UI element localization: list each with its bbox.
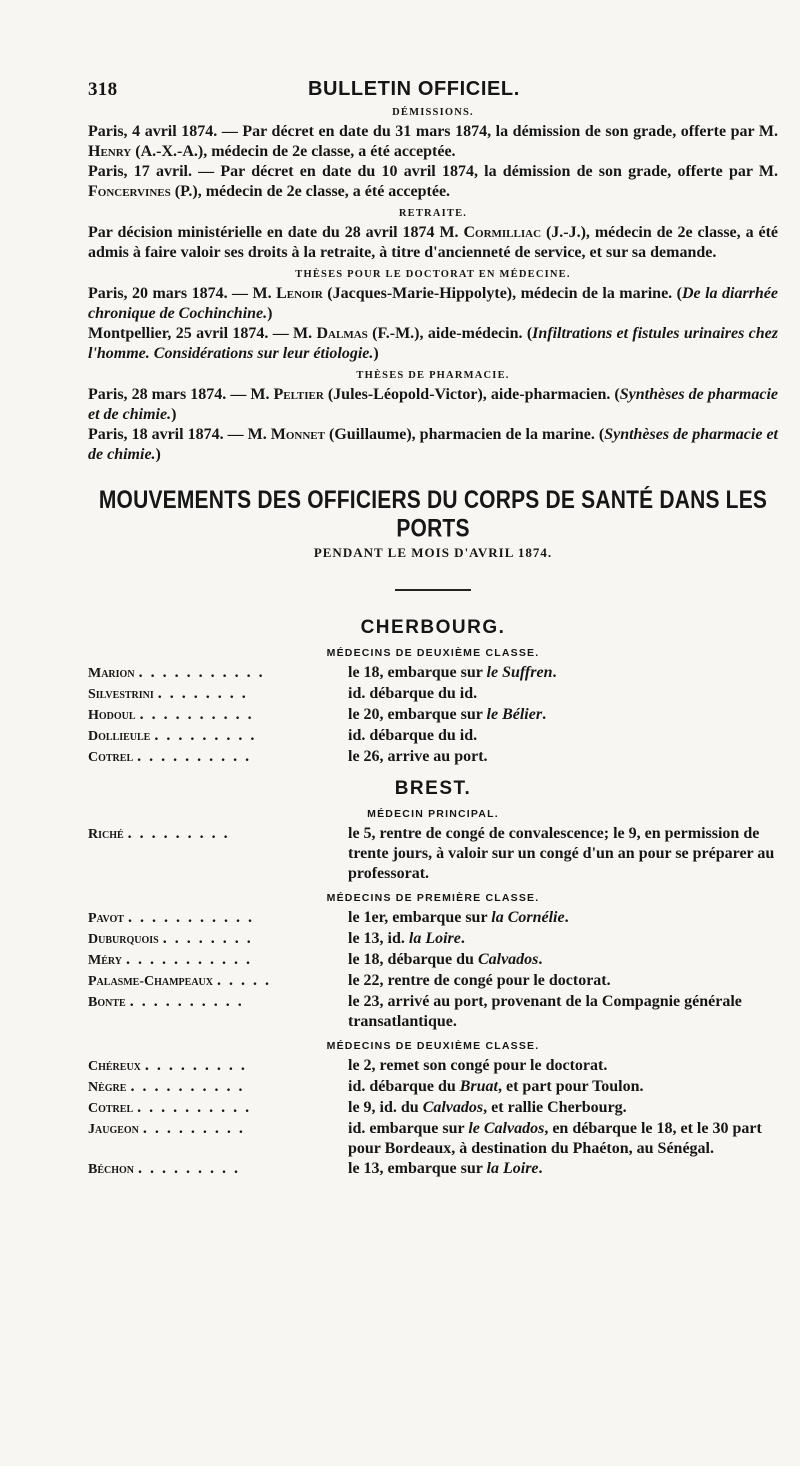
movement-description: le 1er, embarque sur la Cornélie.	[348, 909, 569, 926]
officer-name: Silvestrini	[88, 687, 154, 702]
thesis-title: Infiltrations et fistules urinaires chez l'homme. Considérations sur leur étiologie.	[88, 325, 778, 362]
movement-row	[88, 908, 778, 929]
officer-name-cell	[88, 747, 348, 768]
leader-dots: . . . . . . . . .	[142, 1120, 245, 1137]
ship-name: Calvados	[477, 951, 539, 968]
officer-name-cell	[88, 992, 348, 1032]
movement-row	[88, 684, 778, 705]
brest-second-class-list	[88, 1056, 778, 1180]
officer-name-cell	[88, 1098, 348, 1119]
movement-row	[88, 992, 778, 1032]
officer-name-cell	[88, 1159, 348, 1180]
movement-row	[88, 1098, 778, 1119]
officer-name: Pavot	[88, 911, 124, 926]
officer-name-cell	[88, 929, 348, 950]
leader-dots: . . . . . . . . . .	[137, 748, 252, 765]
officer-name-cell	[88, 726, 348, 747]
mouvements-period: PENDANT LE MOIS D'AVRIL 1874.	[313, 545, 553, 560]
ship-name: la Cornélie	[491, 909, 565, 926]
officer-name: Monnet	[270, 426, 325, 443]
running-header	[88, 78, 778, 101]
leader-dots: . . . . . . . . .	[127, 825, 230, 842]
officer-name-cell	[88, 950, 348, 971]
thesis-title: De la diarrhée chronique de Cochinchine.	[88, 285, 778, 322]
ship-name: la Loire	[486, 1160, 539, 1177]
ship-name: la Loire	[408, 930, 461, 947]
section-heading-theses-medecine: THÈSES POUR LE DOCTORAT EN MÉDECINE.	[295, 269, 571, 280]
section-heading-retraite: RETRAITE.	[398, 208, 468, 219]
brest-first-class-list	[88, 908, 778, 1032]
these-entry: Montpellier, 25 avril 1874. — M. Dalmas (F.-M.), aide-médecin. (Infiltrations et fistules urinaires chez l'homme. Considérations sur leur étiologie.)	[88, 325, 778, 362]
movement-row	[88, 747, 778, 768]
class-heading: MÉDECINS DE DEUXIÈME CLASSE.	[326, 647, 540, 659]
ship-name: le Suffren	[486, 664, 553, 681]
officer-name: Méry	[88, 953, 122, 968]
leader-dots: . . . . . . . . . .	[139, 706, 254, 723]
movement-description: id. débarque du id.	[348, 727, 478, 744]
movement-row	[88, 663, 778, 684]
leader-dots: . . . . . . . . . .	[137, 1099, 252, 1116]
officer-name: Chéreux	[88, 1059, 141, 1074]
movement-row	[88, 705, 778, 726]
class-heading: MÉDECINS DE PREMIÈRE CLASSE.	[326, 892, 540, 904]
demission-entry: Paris, 4 avril 1874. — Par décret en date du 31 mars 1874, la démission de son grade, offerte par M. Henry (A.-X.-A.), médecin de 2e classe, a été acceptée.	[88, 123, 778, 160]
movement-description: le 2, remet son congé pour le doctorat.	[348, 1057, 608, 1074]
officer-name: Cotrel	[88, 750, 134, 765]
leader-dots: . . . . . . . . . .	[130, 1078, 245, 1095]
leader-dots: . . . . . . . . .	[138, 1160, 241, 1177]
city-heading-brest: BREST.	[394, 778, 472, 799]
ship-name: le Calvados	[468, 1120, 545, 1137]
thesis-title: Synthèses de pharmacie et de chimie.	[88, 426, 779, 463]
officer-name: Marion	[88, 666, 135, 681]
leader-dots: . . . . . . . . . . .	[127, 909, 254, 926]
officer-name: Peltier	[273, 386, 324, 403]
officer-name: Foncervines	[88, 183, 171, 200]
movement-row	[88, 1159, 778, 1180]
brest-principal-list	[88, 824, 778, 884]
class-heading: MÉDECIN PRINCIPAL.	[367, 808, 499, 820]
movement-description: le 18, débarque du Calvados.	[348, 951, 543, 968]
movement-row	[88, 726, 778, 747]
cherbourg-list	[88, 663, 778, 768]
officer-name-cell	[88, 971, 348, 992]
officer-name: Hodoul	[88, 708, 136, 723]
section-heading-theses-pharmacie: THÈSES DE PHARMACIE.	[356, 370, 510, 381]
officer-name-cell	[88, 1056, 348, 1077]
movement-description: le 13, id. la Loire.	[348, 930, 465, 947]
movement-description: id. embarque sur le Calvados, en débarque le 18, et le 30 part pour Bordeaux, à destination du Phaéton, au Sénégal.	[348, 1120, 762, 1157]
movement-description: le 5, rentre de congé de convalescence; le 9, en permission de trente jours, à valoir sur un congé d'un an pour se préparer au professorat.	[348, 825, 775, 882]
thesis-title: Synthèses de pharmacie et de chimie.	[88, 386, 779, 423]
journal-title: BULLETIN OFFICIEL.	[308, 78, 520, 100]
movement-row	[88, 1056, 778, 1077]
ship-name: le Bélier	[486, 706, 543, 723]
page-number: 318	[88, 79, 118, 100]
officer-name-cell	[88, 663, 348, 684]
officer-name: Duburquois	[88, 932, 159, 947]
leader-dots: . . . . . . . . . . .	[138, 664, 265, 681]
movement-description: le 20, embarque sur le Bélier.	[348, 706, 547, 723]
officer-name: Dollieule	[88, 729, 151, 744]
officer-name: Béchon	[88, 1162, 135, 1177]
movement-row	[88, 971, 778, 992]
officer-name-cell	[88, 705, 348, 726]
leader-dots: . . . . . . . . . . .	[125, 951, 252, 968]
officer-name: Dalmas	[316, 325, 368, 342]
officer-name: Henry	[88, 143, 132, 160]
these-entry: Paris, 28 mars 1874. — M. Peltier (Jules-Léopold-Victor), aide-pharmacien. (Synthèses de pharmacie et de chimie.)	[88, 386, 779, 423]
movement-description: le 23, arrivé au port, provenant de la Compagnie générale transatlantique.	[348, 993, 742, 1030]
movement-description: le 9, id. du Calvados, et rallie Cherbourg.	[348, 1099, 627, 1116]
separator-rule	[395, 589, 471, 591]
officer-name-cell	[88, 684, 348, 705]
page	[88, 78, 778, 1180]
officer-name-cell	[88, 1119, 348, 1159]
movement-description: le 22, rentre de congé pour le doctorat.	[348, 972, 611, 989]
movement-row	[88, 950, 778, 971]
movement-row	[88, 1119, 778, 1159]
leader-dots: . . . . . . . . .	[144, 1057, 247, 1074]
ship-name: Calvados	[422, 1099, 484, 1116]
retraite-entry: Par décision ministérielle en date du 28 avril 1874 M. Cormilliac (J.-J.), médecin de 2e classe, a été admis à faire valoir ses droits à la retraite, à titre d'ancienneté de service, et sur sa demande.	[88, 224, 779, 261]
leader-dots: . . . . . . . . . .	[129, 993, 244, 1010]
leader-dots: . . . . . . . .	[162, 930, 253, 947]
ship-name: Bruat	[459, 1078, 498, 1095]
officer-name-cell	[88, 824, 348, 884]
movement-description: id. débarque du id.	[348, 685, 478, 702]
officer-name: Palasme-Champeaux	[88, 974, 213, 989]
leader-dots: . . . . . . . . .	[154, 727, 257, 744]
officer-name: Jaugeon	[88, 1122, 139, 1137]
section-heading-demissions: DÉMISSIONS.	[392, 107, 474, 118]
officer-name: Bonte	[88, 995, 126, 1010]
movement-row	[88, 824, 778, 884]
officer-name-cell	[88, 1077, 348, 1098]
these-entry: Paris, 18 avril 1874. — M. Monnet (Guillaume), pharmacien de la marine. (Synthèses de pharmacie et de chimie.)	[88, 426, 779, 463]
officer-name: Cormilliac	[463, 224, 542, 241]
movement-row	[88, 1077, 778, 1098]
leader-dots: . . . . .	[217, 972, 271, 989]
officer-name: Cotrel	[88, 1101, 134, 1116]
leader-dots: . . . . . . . .	[157, 685, 248, 702]
movement-description: le 18, embarque sur le Suffren.	[348, 664, 557, 681]
city-heading-cherbourg: CHERBOURG.	[360, 617, 506, 638]
officer-name: Riché	[88, 827, 124, 842]
officer-name-cell	[88, 908, 348, 929]
movement-description: id. débarque du Bruat, et part pour Toulon.	[348, 1078, 644, 1095]
movement-description: le 13, embarque sur la Loire.	[348, 1160, 543, 1177]
officer-name: Nègre	[88, 1080, 127, 1095]
mouvements-title: MOUVEMENTS DES OFFICIERS DU CORPS DE SANTÉ DANS LES PORTS	[98, 486, 768, 543]
movement-description: le 26, arrive au port.	[348, 748, 488, 765]
movement-row	[88, 929, 778, 950]
demission-entry: Paris, 17 avril. — Par décret en date du 10 avril 1874, la démission de son grade, offerte par M. Foncervines (P.), médecin de 2e classe, a été acceptée.	[88, 163, 778, 200]
class-heading: MÉDECINS DE DEUXIÈME CLASSE.	[326, 1040, 540, 1052]
officer-name: Lenoir	[276, 285, 323, 302]
these-entry: Paris, 20 mars 1874. — M. Lenoir (Jacques-Marie-Hippolyte), médecin de la marine. (De la diarrhée chronique de Cochinchine.)	[88, 285, 778, 322]
